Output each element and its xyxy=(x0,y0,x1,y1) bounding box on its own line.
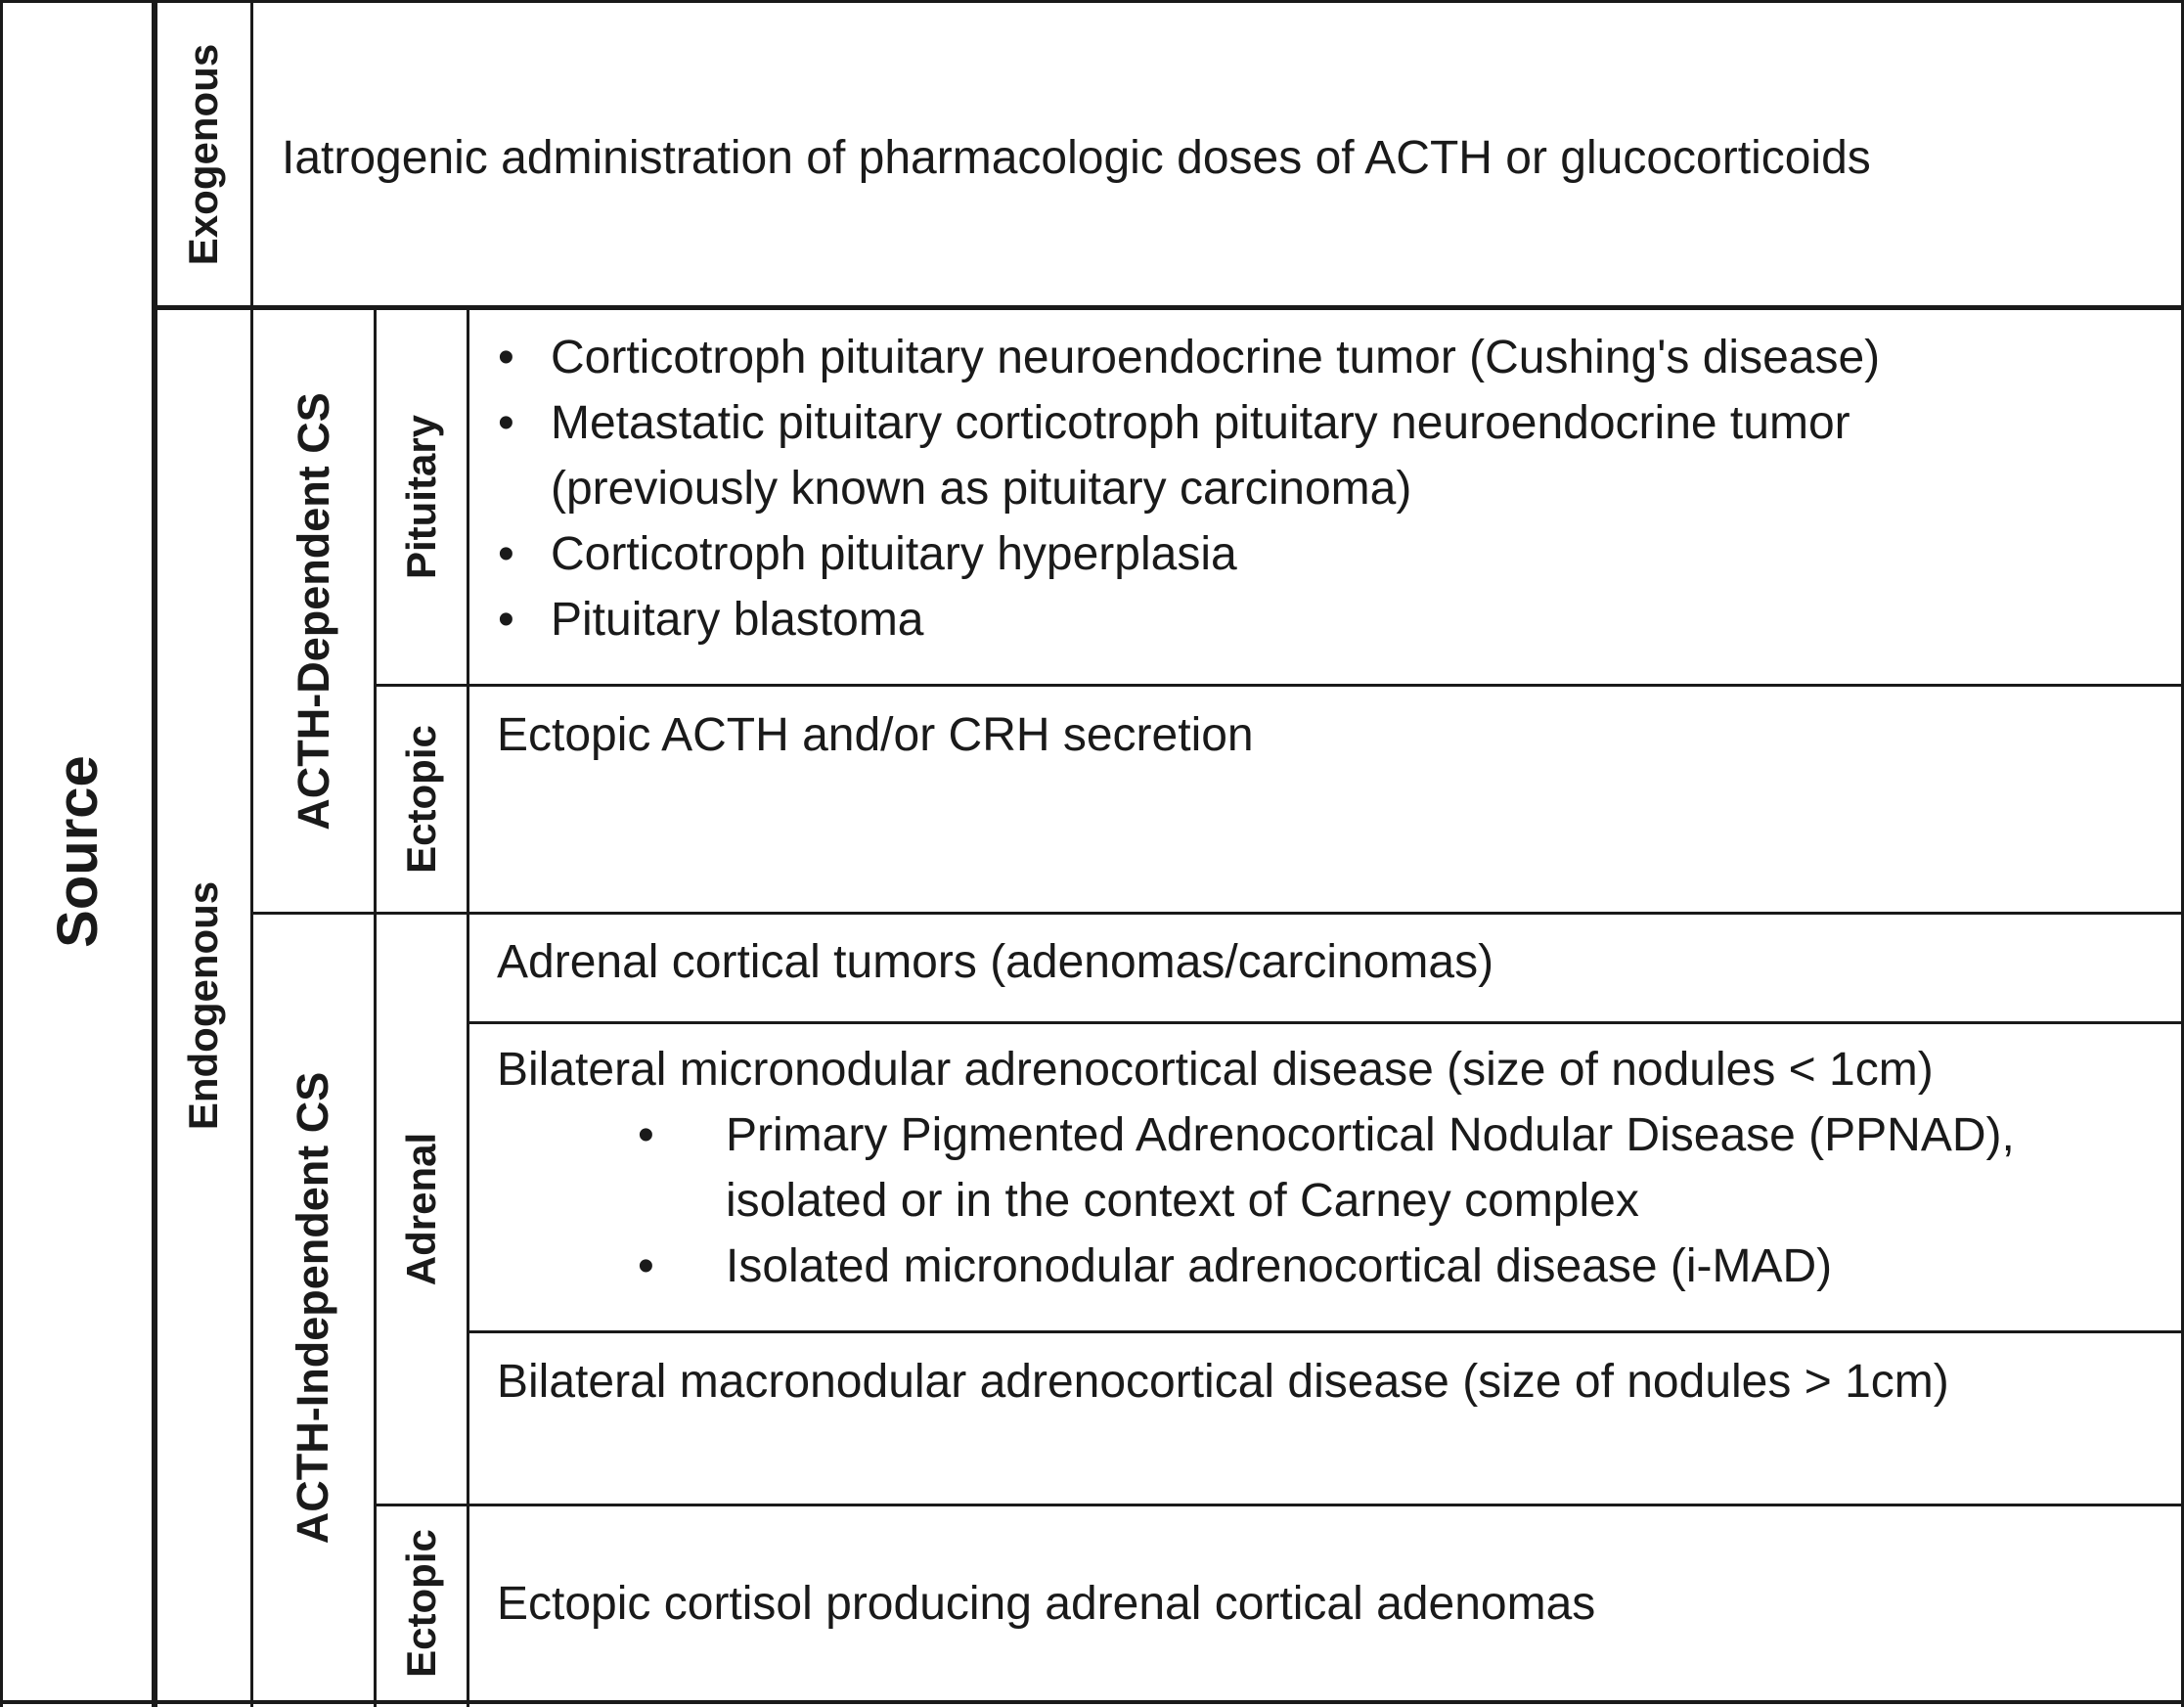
table-border-bottom xyxy=(0,1700,2184,1704)
list-item: • Pituitary blastoma xyxy=(494,587,1237,652)
exogenous-text: Iatrogenic administration of pharmacologic doses of ACTH or glucocorticoids xyxy=(282,132,1871,184)
dependent-independent-divider xyxy=(250,912,2184,915)
adrenal-row2-divider xyxy=(467,1330,2184,1333)
acth-dependent-label-cell xyxy=(253,310,374,912)
table-border-top xyxy=(0,0,2184,3)
adrenal-row1-divider xyxy=(467,1021,2184,1024)
level4-column-divider xyxy=(467,308,469,1707)
exogenous-label-cell xyxy=(157,3,250,305)
list-item: • Metastatic pituitary corticotroph pituitary neuroendocrine tumor xyxy=(494,390,1880,456)
ectopic-dependent-label: Ectopic xyxy=(398,725,445,874)
source-label: Source xyxy=(45,755,110,948)
micronodular-title: Bilateral micronodular adrenocortical disease (size of nodules < 1cm) xyxy=(497,1044,1934,1096)
macronodular-text: Bilateral macronodular adrenocortical disease (size of nodules > 1cm) xyxy=(497,1356,1949,1408)
ectopic-independent-text: Ectopic cortisol producing adrenal cortical adenomas xyxy=(497,1578,1596,1630)
adrenal-tumors-text: Adrenal cortical tumors (adenomas/carcinomas) xyxy=(497,936,1494,988)
adrenal-ectopic-divider xyxy=(374,1504,2184,1506)
micronodular-list xyxy=(636,1102,2015,1168)
acth-dependent-label: ACTH-Dependent CS xyxy=(288,391,338,831)
pituitary-label-cell xyxy=(377,310,467,684)
list-item: • Primary Pigmented Adrenocortical Nodular Disease (PPNAD), xyxy=(636,1102,2015,1168)
pituitary-item-continuation: (previously known as pituitary carcinoma) xyxy=(551,463,1412,515)
source-label-cell xyxy=(3,3,152,1700)
acth-independent-label-cell xyxy=(253,915,374,1700)
list-item: • Corticotroph pituitary hyperplasia xyxy=(494,521,1237,587)
pituitary-ectopic-divider xyxy=(374,684,2184,687)
ectopic-independent-label-cell xyxy=(377,1506,467,1700)
endogenous-label: Endogenous xyxy=(180,880,227,1130)
pituitary-list-continued xyxy=(494,521,1237,652)
adrenal-label-cell xyxy=(377,915,467,1504)
exogenous-label: Exogenous xyxy=(180,43,227,265)
adrenal-label: Adrenal xyxy=(398,1132,444,1286)
pituitary-list xyxy=(494,325,1880,456)
micronodular-list-continued xyxy=(636,1234,1832,1299)
ectopic-dependent-label-cell xyxy=(377,687,467,912)
endogenous-label-cell xyxy=(157,310,250,1700)
list-item: • Corticotroph pituitary neuroendocrine tumor (Cushing's disease) xyxy=(494,325,1880,390)
micronodular-item-continuation: isolated or in the context of Carney complex xyxy=(726,1175,1639,1227)
ectopic-dependent-text: Ectopic ACTH and/or CRH secretion xyxy=(497,709,1254,761)
ectopic-independent-label: Ectopic xyxy=(398,1529,445,1678)
list-item: • Isolated micronodular adrenocortical disease (i-MAD) xyxy=(636,1234,1832,1299)
acth-independent-label: ACTH-Independent CS xyxy=(288,1071,338,1544)
pituitary-label: Pituitary xyxy=(398,414,445,580)
